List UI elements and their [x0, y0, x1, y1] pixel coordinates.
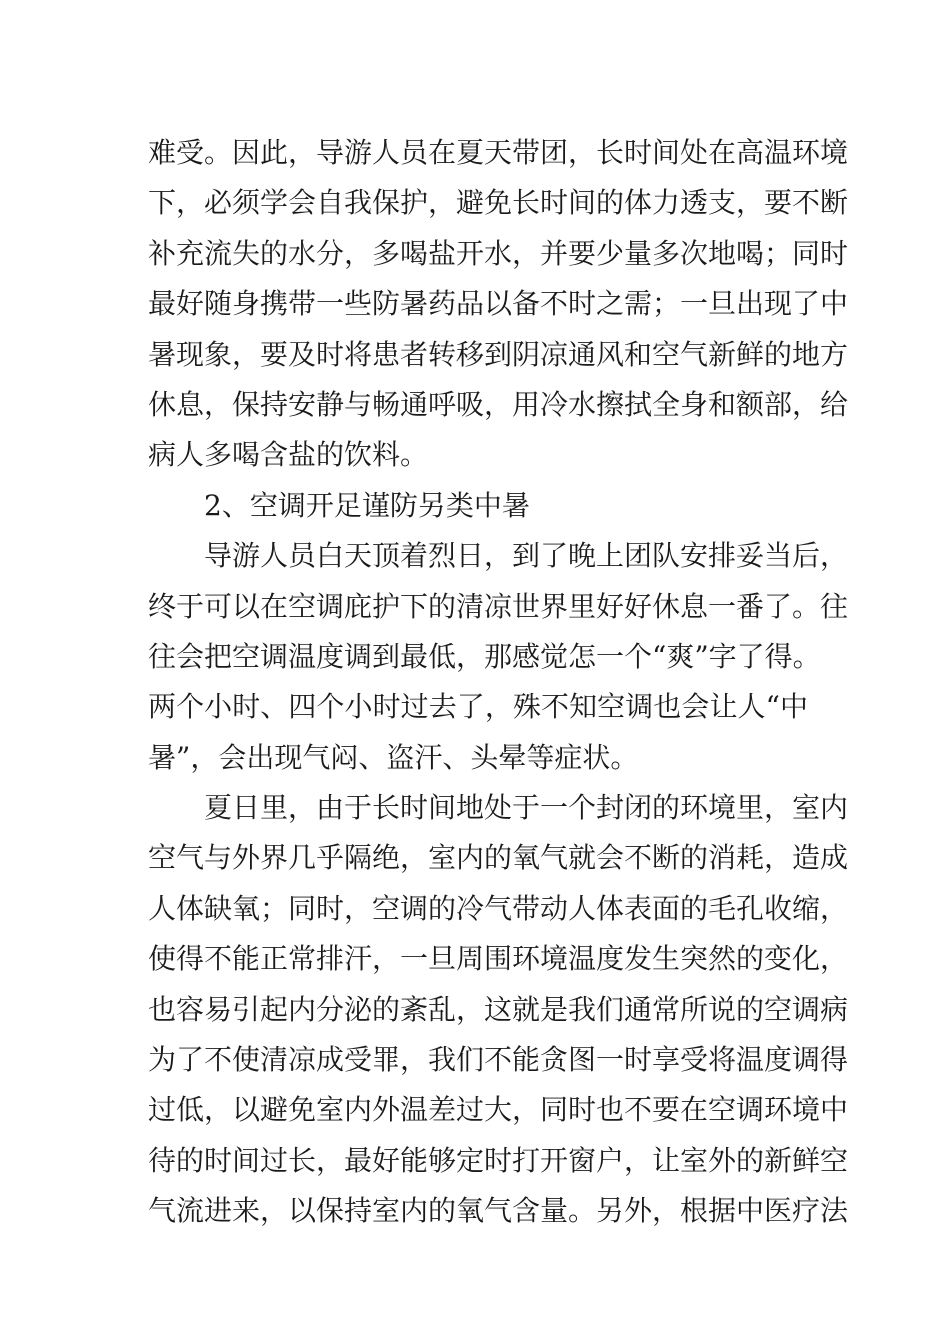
text-line: 难受。因此，导游人员在夏天带团，长时间处在高温环境: [148, 136, 849, 169]
text-line: 气流进来，以保持室内的氧气含量。另外，根据中医疗法: [148, 1194, 849, 1228]
text-line: 过低，以避免室内外温差过大，同时也不要在空调环境中: [148, 1093, 849, 1127]
text-line: 2、空调开足谨防另类中暑: [204, 488, 530, 522]
text-line: 病人多喝含盐的饮料。: [148, 438, 429, 472]
text-line: 人体缺氧；同时，空调的冷气带动人体表面的毛孔收缩，: [148, 891, 849, 925]
text-line: 也容易引起内分泌的紊乱，这就是我们通常所说的空调病: [148, 992, 849, 1026]
text-line: 使得不能正常排汗，一旦周围环境温度发生突然的变化，: [148, 942, 849, 976]
text-line: 往会把空调温度调到最低，那感觉怎一个“爽”字了得。: [148, 639, 821, 673]
text-line: 暑”，会出现气闷、盗汗、头晕等症状。: [148, 740, 639, 774]
text-line: 终于可以在空调庇护下的清凉世界里好好休息一番了。往: [148, 589, 849, 623]
text-line: 空气与外界几乎隔绝，室内的氧气就会不断的消耗，造成: [148, 841, 849, 875]
text-line: 补充流失的水分，多喝盐开水，并要少量多次地喝；同时: [148, 236, 849, 270]
text-line: 待的时间过长，最好能够定时打开窗户，让室外的新鲜空: [148, 1143, 849, 1177]
text-line: 休息，保持安静与畅通呼吸，用冷水擦拭全身和额部，给: [148, 387, 849, 421]
text-line: 夏日里，由于长时间地处于一个封闭的环境里，室内: [204, 791, 849, 825]
document-body: [148, 128, 849, 1237]
text-line: 最好随身携带一些防暑药品以备不时之需；一旦出现了中: [148, 287, 849, 321]
text-line: 导游人员白天顶着烈日，到了晚上团队安排妥当后，: [204, 539, 849, 573]
text-line: 暑现象，要及时将患者转移到阴凉通风和空气新鲜的地方: [148, 337, 849, 371]
text-line: 为了不使清凉成受罪，我们不能贪图一时享受将温度调得: [148, 1043, 849, 1077]
text-line: 两个小时、四个小时过去了，殊不知空调也会让人“中: [148, 690, 808, 724]
text-line: 下，必须学会自我保护，避免长时间的体力透支，要不断: [148, 186, 849, 220]
